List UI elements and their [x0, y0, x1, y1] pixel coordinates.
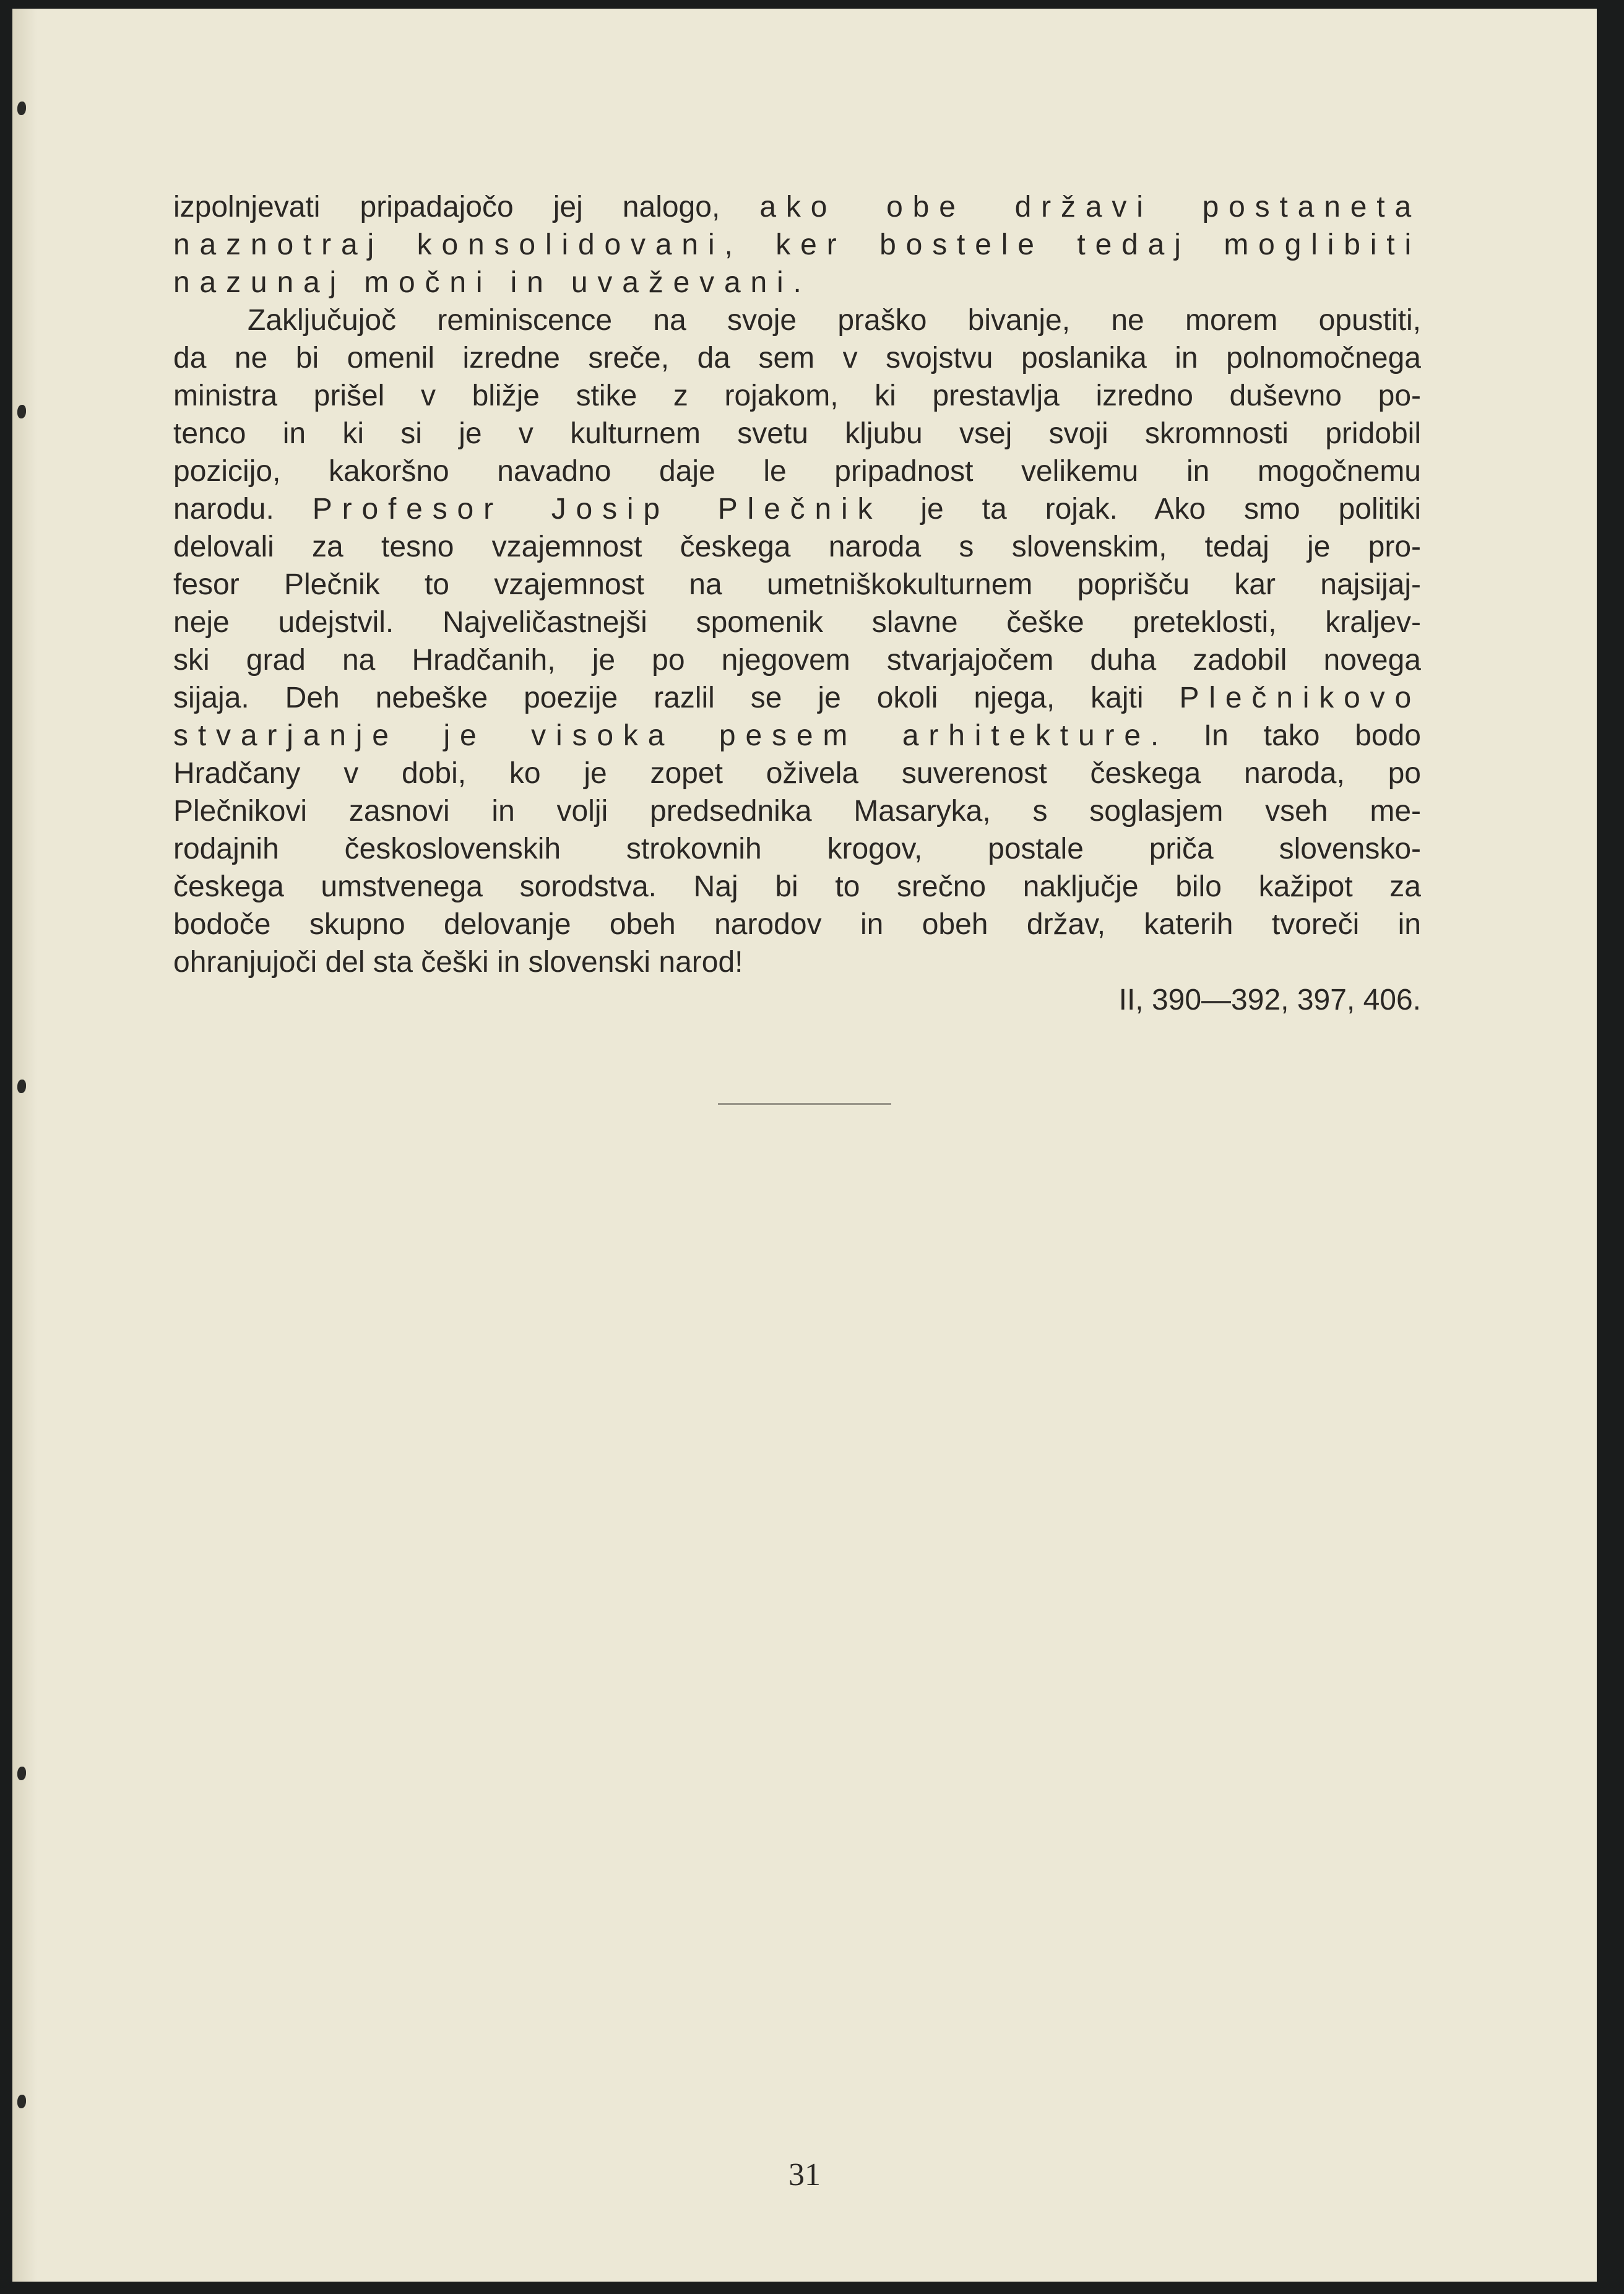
paragraph	[173, 301, 1421, 981]
source-citation: II, 390—392, 397, 406.	[1118, 984, 1421, 1016]
text-line: stvarjanje je visoka pesem arhitekture. In tako bodo	[173, 719, 1421, 752]
text-line: bodoče skupno delovanje obeh narodov in obeh držav, katerih tvoreči in	[173, 908, 1421, 941]
binding-mark	[17, 1767, 26, 1780]
text-line: izpolnjevati pripadajočo jej nalogo, ako obe državi postaneta	[173, 191, 1422, 223]
section-divider	[718, 1103, 891, 1105]
text-line: naznotraj konsolidovani, ker bostele tedaj moglibiti	[173, 228, 1421, 261]
text-line: Plečnikovi zasnovi in volji predsednika Masaryka, s soglasjem vseh me-	[173, 795, 1421, 828]
text-line: ministra prišel v bližje stike z rojakom, ki prestavlja izredno duševno po-	[173, 379, 1421, 412]
text-line: rodajnih československih strokovnih krogov, postale priča slovensko-	[173, 833, 1421, 865]
book-page	[12, 9, 1597, 2282]
text-line: delovali za tesno vzajemnost českega naroda s slovenskim, tedaj je pro-	[173, 530, 1421, 563]
binding-mark	[17, 102, 26, 115]
text-line: Hradčany v dobi, ko je zopet oživela suverenost českega naroda, po	[173, 757, 1421, 790]
text-line: Zaključujoč reminiscence na svoje praško bivanje, ne morem opustiti,	[248, 304, 1421, 337]
binding-mark	[17, 1080, 26, 1093]
text-line: českega umstvenega sorodstva. Naj bi to srečno naključje bilo kažipot za	[173, 870, 1421, 903]
body-text	[173, 188, 1421, 1019]
text-line: pozicijo, kakoršno navadno daje le pripadnost velikemu in mogočnemu	[173, 455, 1421, 488]
text-line: ski grad na Hradčanih, je po njegovem stvarjajočem duha zadobil novega	[173, 644, 1421, 677]
text-line: fesor Plečnik to vzajemnost na umetniškokulturnem poprišču kar najsijaj-	[173, 568, 1421, 601]
page-number: 31	[788, 2157, 821, 2192]
text-line: sijaja. Deh nebeške poezije razlil se je okoli njega, kajti Plečnikovo	[173, 682, 1421, 714]
text-line: tenco in ki si je v kulturnem svetu kljubu vsej svoji skromnosti pridobil	[173, 417, 1421, 450]
text-line: neje udejstvil. Najveličastnejši spomenik slavne češke preteklosti, kraljev-	[173, 606, 1421, 639]
text-line: nazunaj močni in uvaževani.	[173, 266, 811, 299]
text-line: ohranjujoči del sta češki in slovenski narod!	[173, 946, 743, 979]
binding-mark	[17, 2095, 26, 2108]
text-line: da ne bi omenil izredne sreče, da sem v svojstvu poslanika in polnomočnega	[173, 342, 1421, 374]
binding-mark	[17, 405, 26, 418]
paragraph-continuation	[173, 188, 1421, 301]
text-line: narodu. Profesor Josip Plečnik je ta rojak. Ako smo politiki	[173, 493, 1421, 526]
page-binding-edge	[12, 9, 37, 2282]
